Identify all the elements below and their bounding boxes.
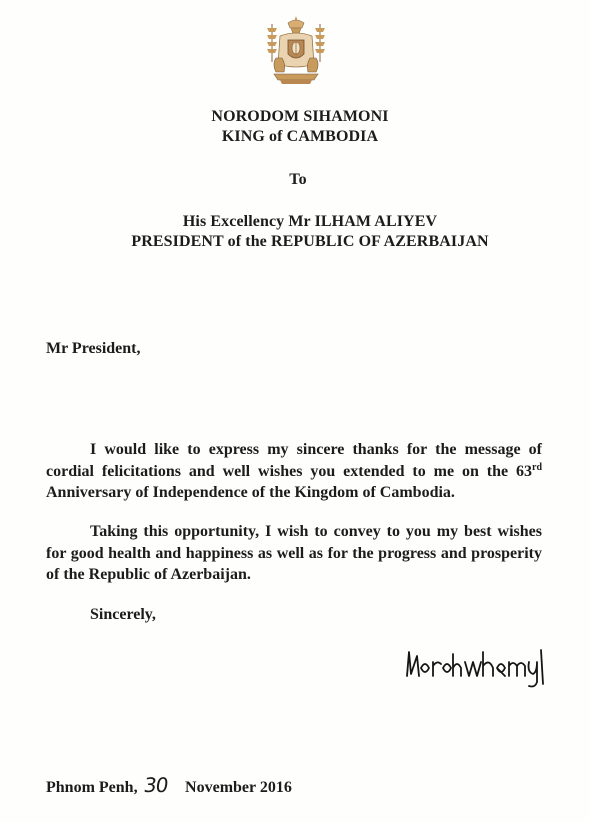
recipient-name: His Excellency Mr ILHAM ALIYEV	[182, 213, 438, 230]
sender-title: KING of CAMBODIA	[221, 128, 379, 145]
paragraph-thanks-main: I would like to express my sincere thanks for the message of cordial felicitations and well wishes you extended to me on the 63	[46, 441, 542, 480]
paragraph-wishes	[46, 521, 542, 586]
month-year: November 2016	[185, 779, 292, 796]
handwritten-day: 30	[141, 773, 169, 797]
sender-name: NORODOM SIHAMONI	[211, 108, 389, 125]
royal-crest-icon	[258, 14, 334, 86]
signature-icon	[403, 646, 553, 688]
paragraph-wishes-text: Taking this opportunity, I wish to convey to you my best wishes for good health and happiness as well as for the progress and prosperity of the Republic of Azerbaijan.	[46, 523, 542, 583]
ordinal-suffix: rd	[532, 461, 542, 473]
paragraph-thanks	[46, 439, 542, 504]
salutation: Mr President,	[46, 340, 141, 357]
place: Phnom Penh,	[46, 779, 138, 796]
to-label: To	[289, 171, 307, 188]
closing: Sincerely,	[90, 606, 156, 623]
recipient-title: PRESIDENT of the REPUBLIC OF AZERBAIJAN	[131, 233, 489, 250]
paragraph-thanks-end: Anniversary of Independence of the Kingdom of Cambodia.	[46, 484, 455, 501]
place-and-date	[46, 773, 292, 797]
